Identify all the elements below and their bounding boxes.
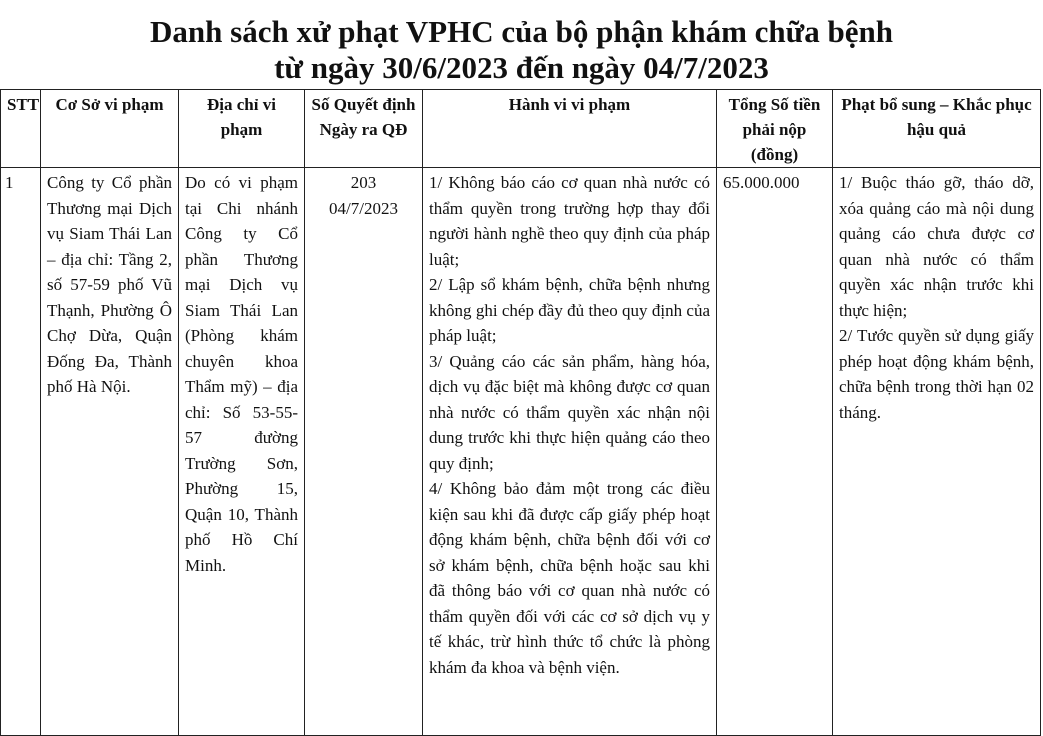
cell-tong-so-tien: 65.000.000 [717,168,833,736]
violations-table [0,89,1041,736]
penalty-item: 2/ Tước quyền sử dụng giấy phép hoạt động khám bệnh, chữa bệnh trong thời hạn 02 tháng. [839,326,1034,422]
cell-so-qd: 203 [350,173,377,192]
penalty-item: 1/ Buộc tháo gỡ, tháo dỡ, xóa quảng cáo mà nội dung quảng cáo chưa được cơ quan nhà nước có thẩm quyền xác nhận trước khi thực hiện; [839,173,1034,320]
violation-item: 2/ Lập sổ khám bệnh, chữa bệnh nhưng không ghi chép đầy đủ theo quy định của pháp luật; [429,275,710,345]
header-phat-bo-sung: Phạt bổ sung – Khắc phục hậu quả [833,90,1041,168]
violation-item: 1/ Không báo cáo cơ quan nhà nước có thẩm quyền trong trường hợp thay đổi người hành nghề theo quy định của pháp luật; [429,173,710,269]
title-line-2: từ ngày 30/6/2023 đến ngày 04/7/2023 [274,50,769,85]
cell-stt: 1 [1,168,41,736]
cell-so-quyet-dinh [305,168,423,736]
cell-hanh-vi [423,168,717,736]
header-co-so: Cơ Sở vi phạm [41,90,179,168]
violation-item: 3/ Quảng cáo các sản phẩm, hàng hóa, dịch vụ đặc biệt mà không được cơ quan nhà nước có thẩm quyền xác nhận nội dung trước khi thực hiện quảng cáo theo quy định; [429,351,710,473]
header-so-qd-line2: Ngày ra QĐ [319,120,408,139]
cell-ngay-qd: 04/7/2023 [329,198,398,218]
header-hanh-vi: Hành vi vi phạm [423,90,717,168]
cell-dia-chi: Do có vi phạm tại Chi nhánh Công ty Cổ phần Thương mại Dịch vụ Siam Thái Lan (Phòng khám chuyên khoa Thẩm mỹ) – địa chỉ: Số 53-55-57 đường Trường Sơn, Phường 15, Quận 10, Thành phố Hồ Chí Minh. [179,168,305,736]
title-line-1: Danh sách xử phạt VPHC của bộ phận khám chữa bệnh [150,14,893,49]
header-stt: STT [1,90,41,168]
table-header-row [1,90,1041,168]
page-title [0,0,1043,85]
header-dia-chi: Địa chỉ vi phạm [179,90,305,168]
header-so-quyet-dinh [305,90,423,168]
cell-co-so: Công ty Cổ phần Thương mại Dịch vụ Siam Thái Lan – địa chỉ: Tầng 2, số 57-59 phố Vũ Thạnh, Phường Ô Chợ Dừa, Quận Đống Đa, Thành phố Hà Nội. [41,168,179,736]
violation-item: 4/ Không bảo đảm một trong các điều kiện sau khi đã được cấp giấy phép hoạt động khám bệnh, chữa bệnh đối với cơ sở khám bệnh, chữa bệnh hoặc sau khi đã thông báo với cơ quan nhà nước có thẩm quyền đối với các cơ sở dịch vụ y tế khác, trừ hình thức tổ chức là phòng khám đa khoa và bệnh viện. [429,479,710,677]
header-tong-so-tien: Tổng Số tiền phải nộp (đồng) [717,90,833,168]
header-so-qd-line1: Số Quyết định [311,95,416,114]
cell-phat-bo-sung [833,168,1041,736]
table-row [1,168,1041,736]
